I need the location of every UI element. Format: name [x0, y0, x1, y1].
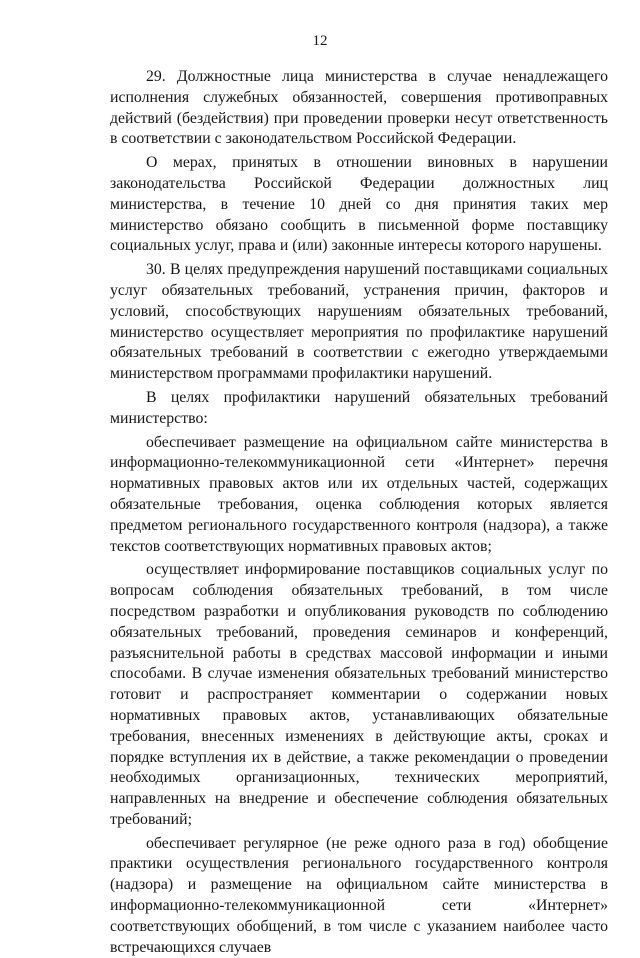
paragraph-30: 30. В целях предупреждения нарушений поставщиками социальных услуг обязательных требований, устранения причин, факторов и условий, способствующих нарушениям обязательных требований, министерство осуществляет мероприятия по профилактике нарушений обязательных требований в соответствии с ежегодно утверждаемыми министерством программами профилактики нарушений. [110, 261, 608, 383]
paragraph-informing: осуществляет информирование поставщиков социальных услуг по вопросам соблюдения обязательных требований, в том числе посредством разработки и опубликования руководств по соблюдению обязательных требований, проведения семинаров и конференций, разъяснительной работы в средствах массовой информации и иными способами. В случае изменения обязательных требований министерство готовит и распространяет комментарии о содержании новых нормативных правовых актов, устанавливающих обязательные требования, внесенных изменениях в действующие акты, сроках и порядке вступления их в действие, а также рекомендации о проведении необходимых организационных, технических мероприятий, направленных на внедрение и обеспечение соблюдения обязательных требований; [110, 561, 608, 828]
paragraph-measures: О мерах, принятых в отношении виновных в нарушении законодательства Российской Федерации должностных лиц министерства, в течение 10 дней со дня принятия таких мер министерство обязано сообщить в письменной форме поставщику социальных услуг, права и (или) законные интересы которого нарушены. [110, 154, 608, 255]
document-body [110, 67, 608, 958]
paragraph-generalization: обеспечивает регулярное (не реже одного раза в год) обобщение практики осуществления регионального государственного контроля (надзора) и размещение на официальном сайте министерства в информационно-телекоммуникационной сети «Интернет» соответствующих обобщений, в том числе с указанием наиболее часто встречающихся случаев [110, 834, 608, 956]
page-number: 12 [312, 33, 328, 49]
paragraph-publication: обеспечивает размещение на официальном сайте министерства в информационно-телекоммуникационной сети «Интернет» перечня нормативных правовых актов или их отдельных частей, содержащих обязательные требования, оценка соблюдения которых является предметом регионального государственного контроля (надзора), а также текстов соответствующих нормативных правовых актов; [110, 433, 608, 555]
paragraph-29: 29. Должностные лица министерства в случае ненадлежащего исполнения служебных обязанностей, совершения противоправных действий (бездействия) при проведении проверки несут ответственность в соответствии с законодательством Российской Федерации. [110, 68, 608, 148]
paragraph-prevention-intro: В целях профилактики нарушений обязательных требований министерство: [110, 388, 608, 427]
